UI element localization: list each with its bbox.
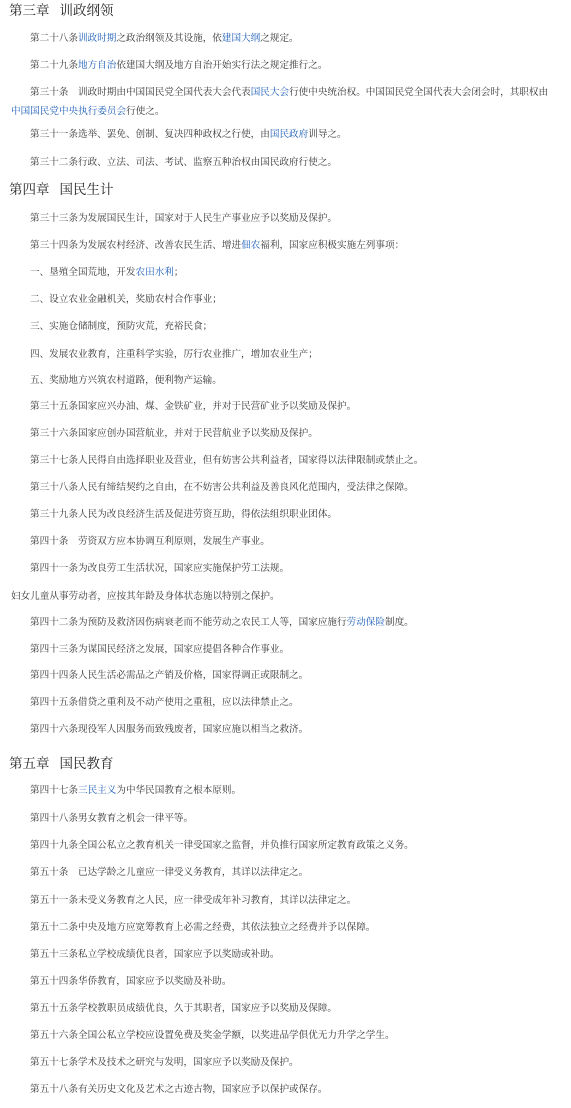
chapter-title: 国民教育 bbox=[59, 756, 114, 772]
article bbox=[30, 696, 299, 709]
term-link[interactable]: 中国国民党中央执行委员会 bbox=[11, 106, 127, 117]
article bbox=[30, 669, 308, 682]
article bbox=[30, 239, 404, 252]
article-text: 训导之。 bbox=[308, 129, 347, 140]
article-text: 制度。 bbox=[385, 617, 414, 628]
article-number: 第五十四条 bbox=[30, 976, 78, 987]
article-number: 第四十二条 bbox=[30, 617, 78, 628]
article-text: 全国公私立学校应设置免费及奖金学额，以奖进品学俱优无力升学之学生。 bbox=[78, 1030, 395, 1041]
article-item bbox=[30, 320, 212, 333]
article-number: 第二十八条 bbox=[30, 33, 78, 44]
article-number: 第三十九条 bbox=[30, 509, 78, 520]
article-number: 第四十六条 bbox=[30, 724, 78, 735]
article-text: 为谋国民经济之发展，国家应提倡各种合作事业。 bbox=[78, 644, 290, 655]
article-number: 第三十六条 bbox=[30, 428, 78, 439]
article bbox=[30, 975, 232, 988]
article-text: 之政治纲领及其设施，依 bbox=[116, 33, 222, 44]
article bbox=[30, 921, 375, 934]
chapter-number: 第五章 bbox=[9, 756, 50, 772]
article bbox=[30, 156, 337, 169]
article-number: 第三十条 bbox=[30, 87, 69, 98]
article-item bbox=[30, 348, 318, 361]
article-text: 男女教育之机会一律平等。 bbox=[78, 813, 194, 824]
article-text: 福利，国家应积极实施左列事项： bbox=[260, 240, 405, 251]
article-text: 为改良劳工生活状况，国家应实施保护劳工法规。 bbox=[78, 563, 290, 574]
article-text: 学术及技术之研究与发明，国家应予以奖励及保护。 bbox=[78, 1057, 299, 1068]
article bbox=[30, 616, 414, 629]
article-text: 有关历史文化及艺术之古迹古物，国家应予以保护或保存。 bbox=[78, 1084, 328, 1095]
article-number: 第四十五条 bbox=[30, 697, 78, 708]
article-text: 未受义务教育之人民，应一律受成年补习教育，其详以法律定之。 bbox=[78, 895, 357, 906]
term-link[interactable]: 国民政府 bbox=[269, 129, 309, 140]
article-number: 第五十七条 bbox=[30, 1057, 78, 1068]
article-text: 妇女儿童从事劳动者，应按其年龄及身体状态施以特别之保护。 bbox=[11, 591, 280, 602]
article-text: 学校教职员成绩优良，久于其职者，国家应予以奖励及保障。 bbox=[78, 1003, 338, 1014]
article-text: 之规定。 bbox=[260, 33, 299, 44]
article-text: 华侨教育，国家应予以奖励及补助。 bbox=[78, 976, 232, 987]
article-text: 五、奖励地方兴筑农村道路，便利物产运输。 bbox=[30, 375, 222, 386]
article-text: 行使之。 bbox=[126, 106, 165, 117]
article-number: 第二十九条 bbox=[30, 60, 78, 71]
article-text: 行使中央统治权。中国国民党全国代表大会闭会时，其职权由 bbox=[289, 87, 549, 98]
article bbox=[30, 839, 414, 852]
chapter-heading bbox=[9, 182, 114, 199]
chapter-title: 训政纲领 bbox=[59, 3, 114, 19]
article bbox=[30, 508, 337, 521]
article-number: 第三十一条 bbox=[30, 129, 78, 140]
article-text: 一、垦殖全国荒地，开发 bbox=[30, 267, 136, 278]
article-number: 第三十八条 bbox=[30, 482, 78, 493]
article-number: 第五十八条 bbox=[30, 1084, 78, 1095]
article-text: 三、实施仓储制度，预防灾荒，充裕民食； bbox=[30, 321, 213, 332]
article-text: 选举、罢免、创制、复决四种政权之行使，由 bbox=[78, 129, 270, 140]
article-number: 第三十五条 bbox=[30, 401, 78, 412]
article-text: 现役军人因服务而致残废者，国家应施以相当之救济。 bbox=[78, 724, 309, 735]
term-link[interactable]: 地方自治 bbox=[78, 60, 117, 71]
term-link[interactable]: 训政时期 bbox=[78, 33, 117, 44]
article-number: 第五十一条 bbox=[30, 895, 78, 906]
article bbox=[30, 948, 279, 961]
article bbox=[30, 562, 289, 575]
article-text: ； bbox=[173, 267, 184, 278]
article-number: 第四十条 bbox=[30, 536, 69, 547]
article-continuation bbox=[11, 105, 165, 118]
article bbox=[30, 1029, 395, 1042]
article bbox=[30, 128, 347, 141]
article-text: 人民为改良经济生活及促进劳资互助，得依法组织职业团体。 bbox=[78, 509, 338, 520]
article-text: 为中华民国教育之根本原则。 bbox=[116, 785, 242, 796]
article-item bbox=[30, 293, 222, 306]
article-text: 依建国大纲及地方自治开始实行法之规定推行之。 bbox=[116, 60, 328, 71]
chapter-heading bbox=[9, 3, 114, 20]
article-text: 人民生活必需品之产销及价格，国家得调正或限制之。 bbox=[78, 670, 309, 681]
article-text: 为发展农村经济、改善农民生活、增进 bbox=[78, 240, 242, 251]
article-number: 第五十五条 bbox=[30, 1003, 78, 1014]
article-number: 第四十七条 bbox=[30, 785, 78, 796]
article bbox=[30, 784, 241, 797]
article-number: 第四十八条 bbox=[30, 813, 78, 824]
chapter-number: 第三章 bbox=[9, 3, 50, 19]
article bbox=[30, 812, 193, 825]
article bbox=[30, 427, 318, 440]
article-text: 人民有缔结契约之自由，在不妨害公共利益及善良风化范围内，受法律之保障。 bbox=[78, 482, 414, 493]
chapter-heading bbox=[9, 756, 114, 773]
article-text: 二、设立农业金融机关，奖励农村合作事业； bbox=[30, 294, 222, 305]
article-text: 为预防及救济因伤病衰老而不能劳动之农民工人等，国家应施行 bbox=[78, 617, 347, 628]
article-number: 第三十二条 bbox=[30, 157, 78, 168]
term-link[interactable]: 农田水利 bbox=[135, 267, 174, 278]
article-item bbox=[30, 374, 222, 387]
article-text: 劳资双方应本协调互利原则，发展生产事业。 bbox=[78, 536, 270, 547]
article-number: 第三十四条 bbox=[30, 240, 78, 251]
article bbox=[30, 866, 308, 879]
term-link[interactable]: 国民大会 bbox=[250, 87, 290, 98]
article-item bbox=[30, 266, 184, 279]
article bbox=[30, 400, 356, 413]
article-text: 全国公私立之教育机关一律受国家之监督，并负推行国家所定教育政策之义务。 bbox=[78, 840, 414, 851]
article-text: 已达学龄之儿童应一律受义务教育，其详以法律定之。 bbox=[78, 867, 309, 878]
article bbox=[30, 1002, 337, 1015]
article-text: 行政、立法、司法、考试、监察五种治权由国民政府行使之。 bbox=[78, 157, 338, 168]
term-link[interactable]: 建国大纲 bbox=[221, 33, 261, 44]
article bbox=[30, 535, 270, 548]
term-link[interactable]: 三民主义 bbox=[78, 785, 117, 796]
article bbox=[30, 1056, 299, 1069]
article bbox=[30, 59, 327, 72]
article-number: 第五十三条 bbox=[30, 949, 78, 960]
article-number: 第四十四条 bbox=[30, 670, 78, 681]
article-item bbox=[11, 590, 280, 603]
article bbox=[30, 723, 308, 736]
article-number: 第五十六条 bbox=[30, 1030, 78, 1041]
article-number: 第三十三条 bbox=[30, 213, 78, 224]
article-text: 四、发展农业教育，注重科学实验，厉行农业推广，增加农业生产； bbox=[30, 349, 318, 360]
article-text: 国家应创办国营航业，并对于民营航业予以奖励及保护。 bbox=[78, 428, 318, 439]
article-text: 训政时期由中国国民党全国代表大会代表 bbox=[78, 87, 251, 98]
article-number: 第四十九条 bbox=[30, 840, 78, 851]
article-text: 人民得自由选择职业及营业，但有妨害公共利益者，国家得以法律限制或禁止之。 bbox=[78, 455, 424, 466]
article-text: 私立学校成绩优良者，国家应予以奖励或补助。 bbox=[78, 949, 280, 960]
article bbox=[30, 32, 299, 45]
term-link[interactable]: 劳动保险 bbox=[346, 617, 385, 628]
article bbox=[30, 481, 414, 494]
article bbox=[30, 894, 356, 907]
article-text: 中央及地方应宽筹教育上必需之经费，其依法独立之经费并予以保障。 bbox=[78, 922, 376, 933]
article bbox=[30, 643, 289, 656]
article-text: 为发展国民生计，国家对于人民生产事业应予以奖励及保护。 bbox=[78, 213, 338, 224]
chapter-number: 第四章 bbox=[9, 182, 50, 198]
chapter-title: 国民生计 bbox=[59, 182, 114, 198]
article-number: 第四十一条 bbox=[30, 563, 78, 574]
article bbox=[30, 86, 548, 99]
article-number: 第五十二条 bbox=[30, 922, 78, 933]
article bbox=[30, 212, 337, 225]
article-number: 第三十七条 bbox=[30, 455, 78, 466]
article-text: 国家应兴办油、煤、金铁矿业，并对于民营矿业予以奖励及保护。 bbox=[78, 401, 357, 412]
article-text: 借贷之重利及不动产使用之重租，应以法律禁止之。 bbox=[78, 697, 299, 708]
term-link[interactable]: 佃农 bbox=[241, 240, 261, 251]
article-number: 第四十三条 bbox=[30, 644, 78, 655]
article bbox=[30, 454, 423, 467]
article-number: 第五十条 bbox=[30, 867, 69, 878]
article bbox=[30, 1083, 327, 1096]
